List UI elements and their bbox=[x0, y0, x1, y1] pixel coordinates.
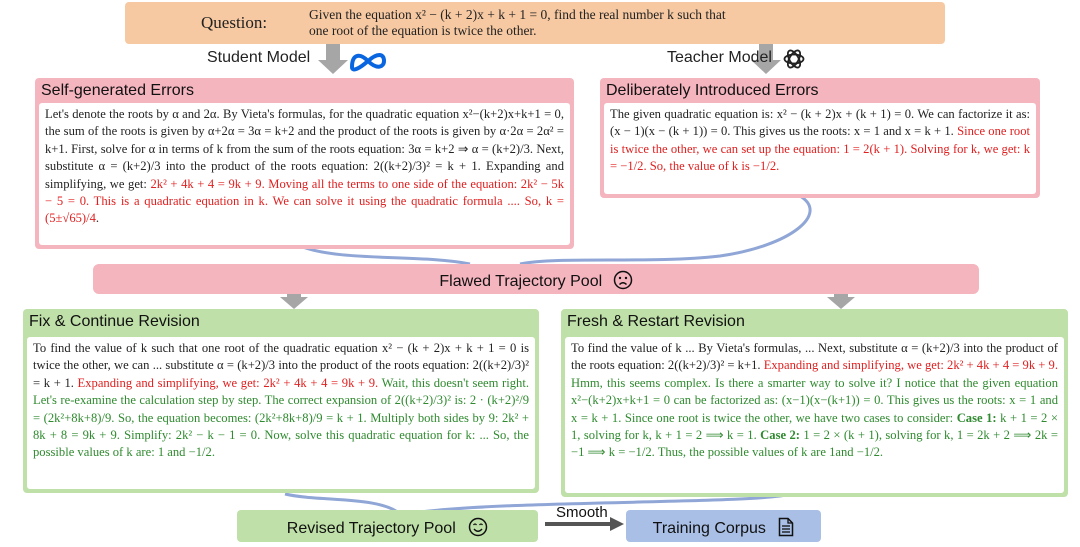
self-generated-normal-text: Let's denote the roots by α and 2α. By Vieta's formulas, for the quadratic equation x²−(k+2)x+k+1 = 0, the sum of the roots is given by α+2α = 3α = k+2 and the product of the roots is given by α·2α = 2α² = k+1. First, solve for α in terms of k from the sum of the roots equation: 3α = k+2 ⇒ α = (k+2)/3. Next, substitute α = (k+2)/3 into the product of the roots equation: 2((k+2)/3)² = k + 1. Expanding and simplifying, we get: bbox=[45, 107, 564, 191]
fresh-restart-case1-text: k + 1 = 2 × 1, solving for k, k + 1 = 2 ⟹ k = 1. bbox=[571, 410, 1058, 443]
fresh-restart-case2-label: Case 2: bbox=[760, 428, 800, 443]
openai-logo-icon bbox=[782, 47, 806, 71]
fresh-restart-normal-text: To find the value of k ... By Vieta's formulas, ... Next, substitute α = (k+2)/3 into the product of the roots equation: 2((k+2)/3)² = k+1. bbox=[571, 341, 1058, 373]
fix-continue-panel bbox=[23, 309, 539, 493]
fresh-restart-case1-label: Case 1: bbox=[956, 410, 997, 425]
worried-face-icon bbox=[613, 270, 633, 290]
meta-logo-icon bbox=[349, 50, 387, 72]
question-text-line-2: one root of the equation is twice the other. bbox=[309, 23, 537, 38]
student-model-label: Student Model bbox=[207, 49, 311, 66]
revised-trajectory-pool bbox=[237, 510, 538, 542]
fresh-restart-title: Fresh & Restart Revision bbox=[567, 313, 745, 330]
flawed-trajectory-pool bbox=[93, 264, 979, 294]
self-generated-errors-title: Self-generated Errors bbox=[41, 82, 194, 99]
deliberate-errors-body bbox=[604, 103, 1036, 194]
deliberate-errors-title: Deliberately Introduced Errors bbox=[606, 82, 819, 99]
deliberate-error-text: Since one root is twice the other, we can set up the equation: 1 = 2(k + 1). Solving for k, we get: k = −1/2. So, the value of k is −1/2. bbox=[610, 124, 1030, 174]
fix-continue-normal-text: To find the value of k such that one root of the quadratic equation x² − (k + 2)x + k + 1 = 0 is twice the other, we can ... substitute α = (k+2)/3 into the product of the roots equation: 2((k+2)/3)² = k + 1. bbox=[33, 341, 529, 390]
teacher-model-label: Teacher Model bbox=[667, 49, 772, 66]
deliberate-normal-text: The given quadratic equation is: x² − (k + 2)x + (k + 1) = 0. We can factorize it as: (x − 1)(x − (k + 1)) = 0. This gives us the roots: x = 1 and x = k + 1. bbox=[610, 107, 1030, 139]
question-box bbox=[125, 2, 945, 44]
self-generated-end-text: . bbox=[95, 211, 100, 226]
arrow-pool-to-fix bbox=[280, 292, 308, 309]
self-generated-error-text: 2k² + 4k + 4 = 9k + 9. Moving all the terms to one side of the equation: 2k² − 5k − 5 = 0. This is a quadratic equation in k. We can solve it using the quadratic formula .... So, k = (5±√65)/4 bbox=[45, 176, 564, 226]
fix-continue-error-text: Expanding and simplifying, we get: 2k² + 4k + 4 = 9k + 9. bbox=[77, 375, 379, 390]
training-corpus-label: Training Corpus bbox=[652, 520, 766, 537]
smooth-label: Smooth bbox=[556, 504, 608, 521]
training-corpus bbox=[626, 510, 821, 542]
fix-continue-fix-text: Wait, this doesn't seem right. Let's re-examine the calculation step by step. The correct expansion of 2((k+2)/3)² is: 2 · (k+2)²/9 = (2k²+8k+8)/9. So, the equation becomes: (2k²+8k+8)/9 = k + 1. Multiply both sides by 9: 2k² + 8k + 8 = 9k + 9. Simplify: 2k² − k − 1 = 0. Now, solve this quadratic equation for k: ... So, the possible values of k are: 1 and −1/2. bbox=[33, 375, 529, 460]
flawed-pool-label: Flawed Trajectory Pool bbox=[439, 273, 603, 290]
revised-pool-label: Revised Trajectory Pool bbox=[286, 520, 456, 537]
self-generated-errors-body bbox=[39, 103, 570, 245]
deliberate-errors-panel bbox=[600, 78, 1040, 198]
arrow-pool-to-fresh bbox=[827, 292, 855, 309]
fresh-restart-case2-text: 1 = 2 × (k + 1), solving for k, 1 = 2k + 2 ⟹ 2k = −1 ⟹ k = −1/2. Thus, the possible values of k are 1and −1/2. bbox=[571, 428, 1059, 460]
fresh-restart-fix-text: Hmm, this seems complex. Is there a smarter way to solve it? I notice that the given equation x²−(k+2)x+k+1 = 0 can be factorized as: (x−1)(x−(k+1)) = 0. This gives us the roots: x = 1 and x = k + 1. Since one root is twice the other, we have two cases to consider: bbox=[571, 375, 1058, 425]
question-label: Question: bbox=[201, 13, 268, 32]
question-text-line-1: Given the equation x² − (k + 2)x + k + 1 = 0, find the real number k such that bbox=[309, 7, 726, 22]
self-generated-errors-panel bbox=[35, 78, 574, 249]
fresh-restart-panel bbox=[561, 309, 1068, 497]
fresh-restart-body bbox=[565, 337, 1064, 493]
document-icon bbox=[778, 517, 794, 537]
smiling-face-icon bbox=[468, 517, 488, 537]
fix-continue-title: Fix & Continue Revision bbox=[29, 313, 200, 330]
fresh-restart-error-text: Expanding and simplifying, we get: 2k² + 4k + 4 = 9k + 9. bbox=[763, 358, 1058, 373]
arrow-question-to-student bbox=[318, 43, 348, 74]
question-text bbox=[309, 7, 909, 39]
fix-continue-body bbox=[27, 337, 535, 489]
